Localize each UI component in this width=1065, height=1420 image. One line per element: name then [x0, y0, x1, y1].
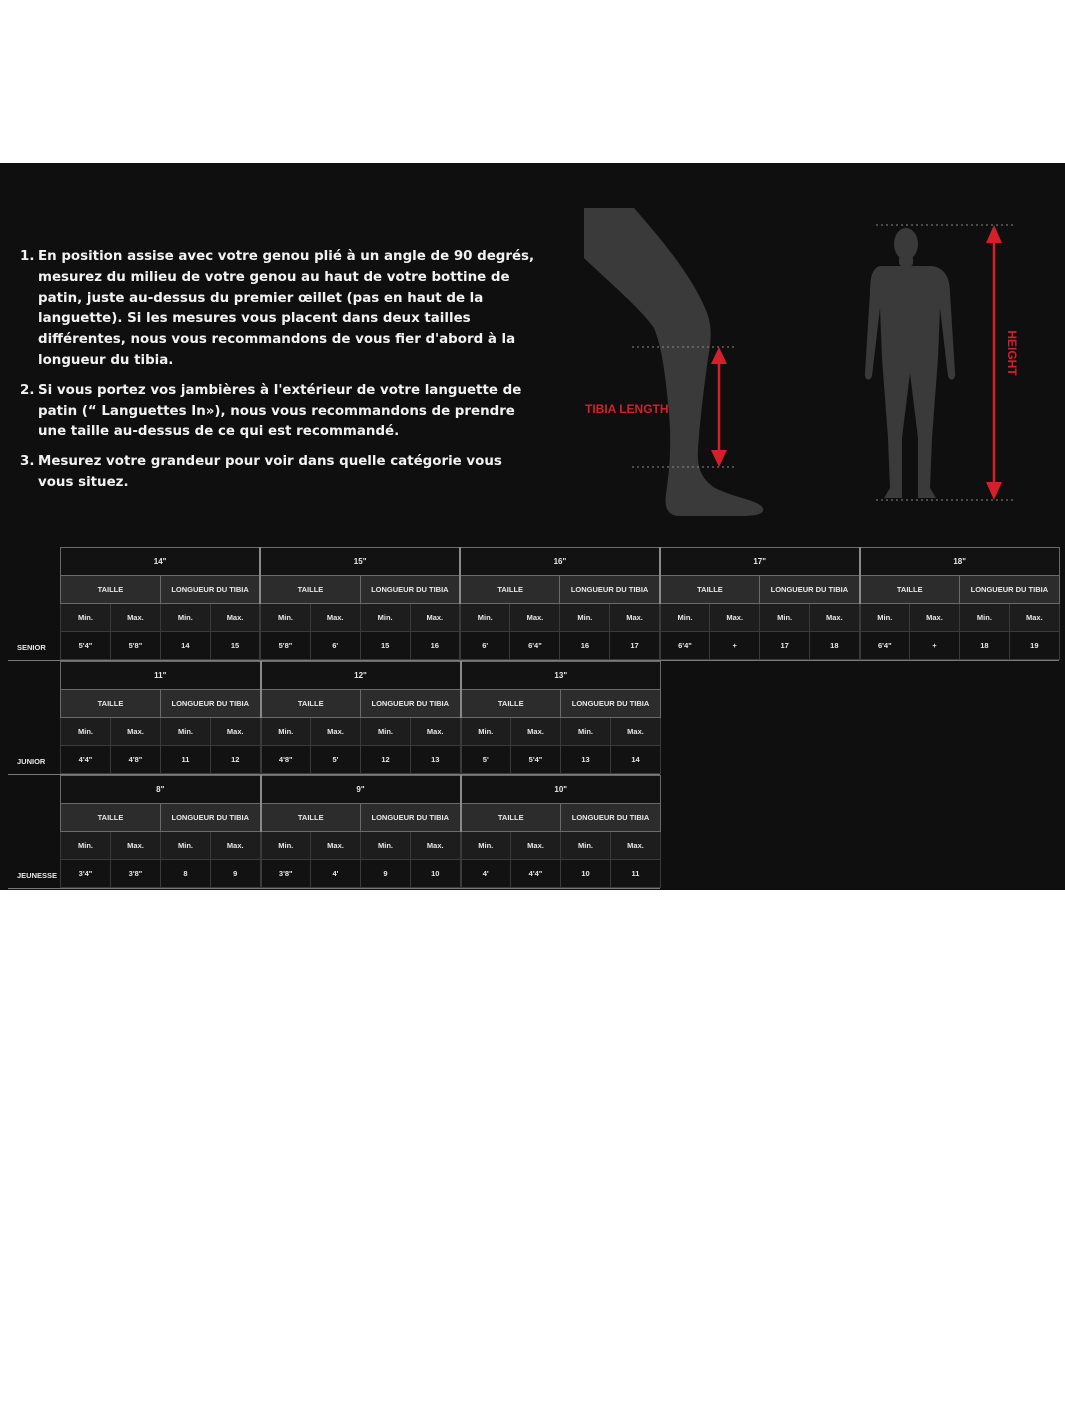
taille-header: TAILLE — [260, 576, 360, 604]
min-header: Min. — [61, 604, 111, 632]
tibia-max-cell: 13 — [411, 746, 461, 774]
instruction-number: 1. — [20, 249, 35, 264]
size-header: 11" — [61, 662, 261, 690]
height-max-cell: 6' — [310, 632, 360, 660]
height-min-cell: 5'4" — [61, 632, 111, 660]
tibia-max-cell: 9 — [211, 860, 261, 888]
max-header: Max. — [710, 604, 760, 632]
height-min-cell: 6'4" — [660, 632, 710, 660]
min-header: Min. — [959, 604, 1009, 632]
instruction-text: En position assise avec votre genou plié à un angle de 90 degrés, mesurez du milieu de votre genou au haut de votre bottine de patin, juste au-dessus du premier œillet (pas en haut de la languette). Si les mesures vous placent dans deux tailles différentes, nous vous recommandons de vous fier d'abord à la longueur du tibia. — [38, 249, 535, 368]
height-min-cell: 3'4" — [61, 860, 111, 888]
instruction-number: 2. — [20, 382, 35, 398]
height-max-cell: 6'4" — [510, 632, 560, 660]
tibia-min-cell: 16 — [560, 632, 610, 660]
max-header: Max. — [611, 718, 661, 746]
category-label-jeunesse: JEUNESSE — [17, 871, 58, 880]
instruction-item — [20, 381, 540, 443]
size-header: 8" — [61, 776, 261, 804]
tibia-min-cell: 17 — [760, 632, 810, 660]
taille-header: TAILLE — [660, 576, 760, 604]
max-header: Max. — [311, 718, 361, 746]
height-max-cell: 5'8" — [110, 632, 160, 660]
table-row — [61, 860, 661, 888]
max-header: Max. — [111, 832, 161, 860]
max-header: Max. — [511, 832, 561, 860]
height-min-cell: 5'8" — [260, 632, 310, 660]
size-header: 17" — [660, 548, 860, 576]
taille-header: TAILLE — [261, 804, 361, 832]
max-header: Max. — [110, 604, 160, 632]
height-max-cell: 5' — [311, 746, 361, 774]
tibia-max-cell: 17 — [610, 632, 660, 660]
tibia-length-header: LONGUEUR DU TIBIA — [760, 576, 860, 604]
size-header: 14" — [61, 548, 261, 576]
height-max-cell: 3'8" — [111, 860, 161, 888]
senior-group — [0, 547, 1065, 661]
height-min-cell: 4'8" — [261, 746, 311, 774]
tibia-max-cell: 11 — [611, 860, 661, 888]
measurement-figure — [560, 198, 1040, 528]
max-header: Max. — [410, 604, 460, 632]
senior-table — [60, 547, 1060, 660]
tibia-min-cell: 15 — [360, 632, 410, 660]
height-min-cell: 4' — [461, 860, 511, 888]
tibia-length-header: LONGUEUR DU TIBIA — [160, 576, 260, 604]
min-header: Min. — [160, 604, 210, 632]
min-header: Min. — [860, 604, 910, 632]
junior-table — [60, 661, 661, 774]
taille-header: TAILLE — [461, 690, 561, 718]
min-header: Min. — [561, 718, 611, 746]
tibia-min-cell: 12 — [361, 746, 411, 774]
tibia-length-header: LONGUEUR DU TIBIA — [561, 804, 661, 832]
tibia-length-header: LONGUEUR DU TIBIA — [361, 804, 461, 832]
min-header: Min. — [161, 832, 211, 860]
tibia-length-label: TIBIA LENGTH — [585, 402, 669, 416]
divider — [8, 888, 660, 889]
min-header: Min. — [261, 832, 311, 860]
tibia-min-cell: 8 — [161, 860, 211, 888]
height-max-cell: + — [910, 632, 960, 660]
max-header: Max. — [210, 604, 260, 632]
max-header: Max. — [1009, 604, 1059, 632]
tibia-length-header: LONGUEUR DU TIBIA — [561, 690, 661, 718]
tibia-max-cell: 16 — [410, 632, 460, 660]
min-header: Min. — [561, 832, 611, 860]
min-header: Min. — [361, 832, 411, 860]
size-header: 13" — [461, 662, 661, 690]
min-header: Min. — [161, 718, 211, 746]
instruction-text: Mesurez votre grandeur pour voir dans quelle catégorie vous vous situez. — [38, 454, 502, 490]
max-header: Max. — [610, 604, 660, 632]
table-row — [61, 632, 1060, 660]
min-header: Min. — [760, 604, 810, 632]
min-header: Min. — [260, 604, 310, 632]
size-header: 12" — [261, 662, 461, 690]
tibia-length-header: LONGUEUR DU TIBIA — [959, 576, 1059, 604]
size-guide-panel — [0, 163, 1065, 890]
tibia-length-header: LONGUEUR DU TIBIA — [361, 690, 461, 718]
size-header: 15" — [260, 548, 460, 576]
height-min-cell: 4'4" — [61, 746, 111, 774]
min-header: Min. — [360, 604, 410, 632]
max-header: Max. — [211, 718, 261, 746]
taille-header: TAILLE — [461, 804, 561, 832]
tibia-min-cell: 14 — [160, 632, 210, 660]
category-label-senior: SENIOR — [17, 643, 46, 652]
column-header-row — [61, 804, 661, 832]
tibia-max-cell: 12 — [211, 746, 261, 774]
height-min-cell: 6'4" — [860, 632, 910, 660]
min-header: Min. — [461, 718, 511, 746]
taille-header: TAILLE — [860, 576, 960, 604]
jeunesse-group — [0, 775, 1065, 889]
height-label: HEIGHT — [1005, 330, 1019, 376]
minmax-header-row — [61, 604, 1060, 632]
instructions-list — [20, 247, 540, 503]
tibia-max-cell: 10 — [411, 860, 461, 888]
min-header: Min. — [461, 832, 511, 860]
taille-header: TAILLE — [460, 576, 560, 604]
min-header: Min. — [460, 604, 510, 632]
junior-group — [0, 661, 1065, 775]
min-header: Min. — [361, 718, 411, 746]
leg-silhouette — [584, 208, 763, 516]
tibia-min-cell: 13 — [561, 746, 611, 774]
height-arrow-head-down — [986, 482, 1002, 500]
table-row — [61, 746, 661, 774]
column-header-row — [61, 690, 661, 718]
person-silhouette — [865, 228, 955, 498]
min-header: Min. — [660, 604, 710, 632]
taille-header: TAILLE — [261, 690, 361, 718]
tibia-length-header: LONGUEUR DU TIBIA — [560, 576, 660, 604]
tibia-arrow-head-up — [711, 347, 727, 364]
height-max-cell: 4'4" — [511, 860, 561, 888]
tibia-min-cell: 10 — [561, 860, 611, 888]
height-max-cell: + — [710, 632, 760, 660]
tibia-max-cell: 15 — [210, 632, 260, 660]
category-label-junior: JUNIOR — [17, 757, 46, 766]
size-header: 9" — [261, 776, 461, 804]
max-header: Max. — [411, 832, 461, 860]
max-header: Max. — [311, 832, 361, 860]
tibia-length-header: LONGUEUR DU TIBIA — [360, 576, 460, 604]
max-header: Max. — [910, 604, 960, 632]
tibia-max-cell: 18 — [810, 632, 860, 660]
taille-header: TAILLE — [61, 576, 161, 604]
max-header: Max. — [310, 604, 360, 632]
height-max-cell: 4'8" — [111, 746, 161, 774]
min-header: Min. — [560, 604, 610, 632]
tibia-max-cell: 19 — [1009, 632, 1059, 660]
max-header: Max. — [411, 718, 461, 746]
tibia-arrow-head-down — [711, 450, 727, 467]
height-arrow-head-up — [986, 225, 1002, 243]
size-header: 18" — [860, 548, 1060, 576]
height-max-cell: 4' — [311, 860, 361, 888]
size-header-row — [61, 548, 1060, 576]
min-header: Min. — [61, 718, 111, 746]
height-min-cell: 3'8" — [261, 860, 311, 888]
column-header-row — [61, 576, 1060, 604]
size-header: 16" — [460, 548, 660, 576]
tibia-min-cell: 11 — [161, 746, 211, 774]
instruction-text: Si vous portez vos jambières à l'extérieur de votre languette de patin (“ Languettes In»), nous vous recommandons de prendre une taille au-dessus de ce qui est recommandé. — [38, 382, 522, 440]
instruction-item — [20, 452, 540, 494]
jeunesse-table — [60, 775, 661, 888]
max-header: Max. — [211, 832, 261, 860]
min-header: Min. — [261, 718, 311, 746]
max-header: Max. — [611, 832, 661, 860]
max-header: Max. — [510, 604, 560, 632]
height-min-cell: 5' — [461, 746, 511, 774]
tibia-max-cell: 14 — [611, 746, 661, 774]
minmax-header-row — [61, 718, 661, 746]
tibia-length-header: LONGUEUR DU TIBIA — [161, 804, 261, 832]
instruction-item — [20, 247, 540, 372]
max-header: Max. — [810, 604, 860, 632]
taille-header: TAILLE — [61, 690, 161, 718]
height-min-cell: 6' — [460, 632, 510, 660]
tibia-min-cell: 18 — [959, 632, 1009, 660]
tibia-length-header: LONGUEUR DU TIBIA — [161, 690, 261, 718]
max-header: Max. — [111, 718, 161, 746]
instruction-number: 3. — [20, 454, 35, 470]
size-header: 10" — [461, 776, 661, 804]
size-header-row — [61, 662, 661, 690]
max-header: Max. — [511, 718, 561, 746]
size-header-row — [61, 776, 661, 804]
taille-header: TAILLE — [61, 804, 161, 832]
minmax-header-row — [61, 832, 661, 860]
height-max-cell: 5'4" — [511, 746, 561, 774]
min-header: Min. — [61, 832, 111, 860]
tibia-min-cell: 9 — [361, 860, 411, 888]
